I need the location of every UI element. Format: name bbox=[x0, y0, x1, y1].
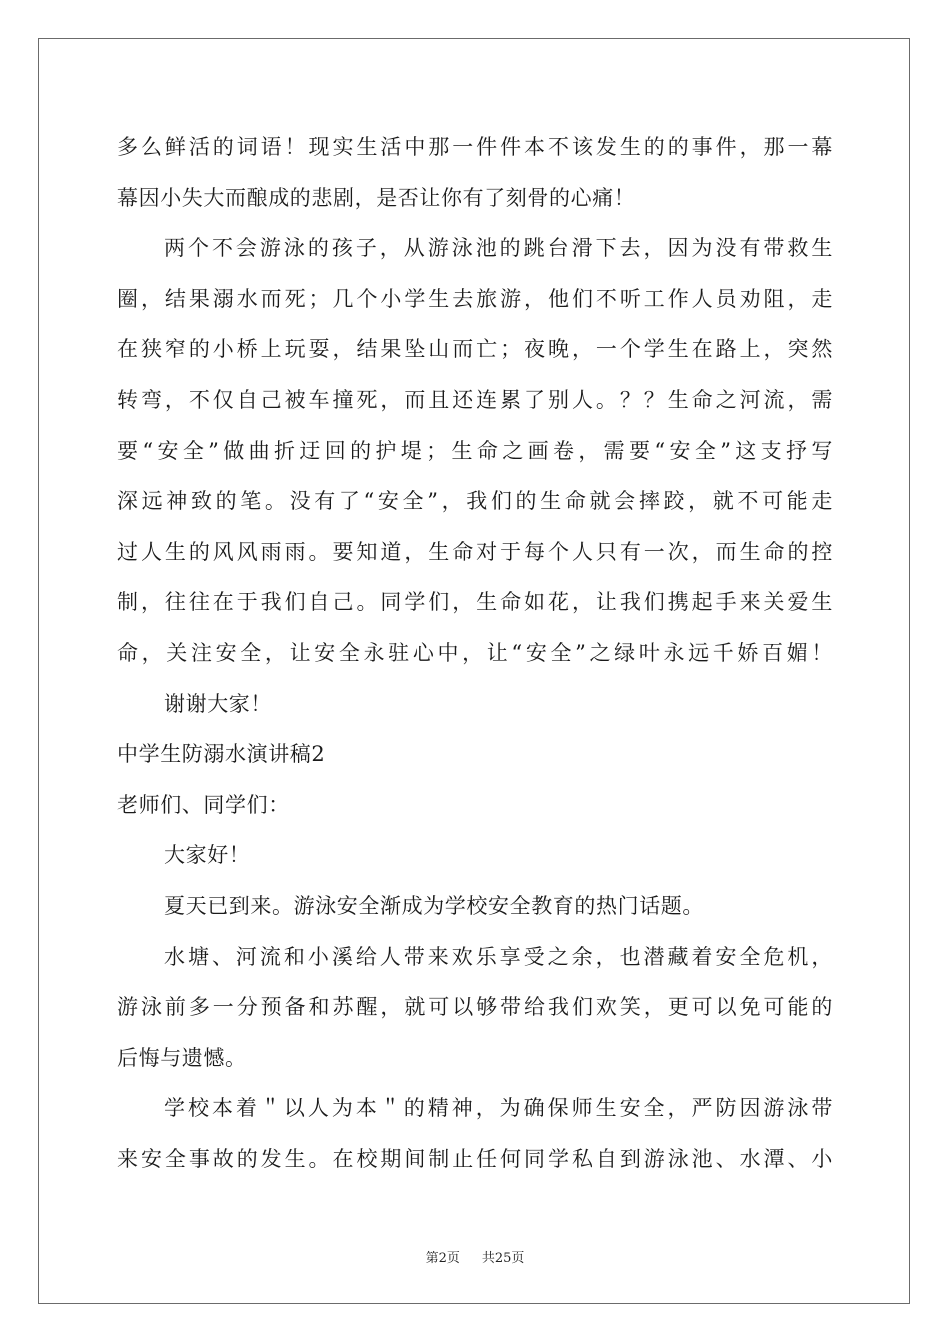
page-number: 第2页 bbox=[425, 1251, 460, 1266]
paragraph-line: 幕因小失大而酿成的悲剧，是否让你有了刻骨的心痛！ bbox=[117, 185, 636, 210]
paragraph-line: 深远神致的笔。没有了“安全”，我们的生命就会摔跤，就不可能走 bbox=[117, 489, 833, 514]
paragraph-line: 多么鲜活的词语！现实生活中那一件件本不该发生的的事件，那一幕 bbox=[117, 135, 833, 159]
paragraph-line: 转弯，不仅自己被车撞死，而且还连累了别人。？？生命之河流，需 bbox=[117, 387, 833, 412]
page-footer bbox=[0, 1247, 950, 1266]
salutation-line: 老师们、同学们： bbox=[117, 792, 290, 817]
paragraph-line: 谢谢大家！ bbox=[164, 691, 272, 716]
paragraph-line: 后悔与遗憾。 bbox=[117, 1045, 247, 1070]
paragraph-line: 夏天已到来。游泳安全渐成为学校安全教育的热门话题。 bbox=[164, 893, 704, 918]
paragraph-line: 过人生的风风雨雨。要知道，生命对于每个人只有一次，而生命的控 bbox=[117, 539, 833, 564]
paragraph-line: 制，往往在于我们自己。同学们，生命如花，让我们携起手来关爱生 bbox=[117, 590, 833, 615]
section-heading: 中学生防溺水演讲稿2 bbox=[117, 742, 326, 767]
paragraph-line: 要“安全”做曲折迂回的护堤；生命之画卷，需要“安全”这支抒写 bbox=[117, 438, 833, 463]
page-total: 共25页 bbox=[481, 1251, 525, 1266]
paragraph-line: 在狭窄的小桥上玩耍，结果坠山而亡；夜晚，一个学生在路上，突然 bbox=[117, 337, 833, 362]
paragraph-line: 两个不会游泳的孩子，从游泳池的跳台滑下去，因为没有带救生 bbox=[164, 236, 833, 261]
paragraph-line: 圈，结果溺水而死；几个小学生去旅游，他们不听工作人员劝阻，走 bbox=[117, 286, 833, 311]
paragraph-line: 学校本着＂以人为本＂的精神，为确保师生安全，严防因游泳带 bbox=[164, 1096, 833, 1121]
paragraph-line: 游泳前多一分预备和苏醒，就可以够带给我们欢笑，更可以免可能的 bbox=[117, 995, 833, 1020]
paragraph-line: 来安全事故的发生。在校期间制止任何同学私自到游泳池、水潭、小 bbox=[117, 1146, 833, 1171]
paragraph-line: 命，关注安全，让安全永驻心中，让“安全”之绿叶永远千娇百媚！ bbox=[117, 640, 833, 665]
paragraph-line: 水塘、河流和小溪给人带来欢乐享受之余，也潜藏着安全危机， bbox=[164, 944, 833, 969]
paragraph-line: 大家好！ bbox=[164, 843, 251, 868]
document-body bbox=[117, 122, 833, 1184]
